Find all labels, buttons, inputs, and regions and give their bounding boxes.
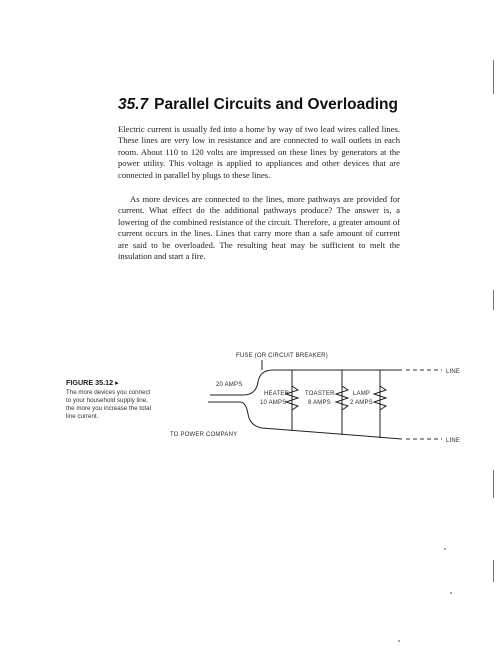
section-number: 35.7: [118, 96, 149, 113]
scan-mark: [493, 290, 494, 310]
fuse-label: FUSE (OR CIRCUIT BREAKER): [236, 353, 328, 359]
section-heading: [118, 96, 458, 114]
heater-name: HEATER: [264, 391, 290, 397]
section-title: Parallel Circuits and Overloading: [154, 96, 398, 113]
supply-current-label: 20 AMPS: [216, 382, 243, 388]
scan-dot: [398, 640, 400, 642]
toaster-current: 8 AMPS: [308, 400, 331, 406]
scan-dot: [444, 548, 446, 550]
figure-caption: [66, 378, 156, 421]
scan-mark: [493, 60, 494, 94]
toaster-name: TOASTER: [305, 391, 335, 397]
scan-dot: [450, 592, 452, 594]
bottom-line-label: LINE: [446, 438, 461, 444]
power-company-label: TO POWER COMPANY: [170, 432, 238, 438]
heater-current: 10 AMPS: [260, 400, 287, 406]
scan-mark: [493, 470, 494, 498]
figure-caption-text: The more devices you connect to your household supply line, the more you increase the total line current.: [66, 389, 151, 420]
figure-number: FIGURE 35.12 ▸: [66, 378, 119, 387]
lamp-current: 2 AMPS: [350, 400, 373, 406]
scan-mark: [493, 560, 494, 582]
paragraph-overloading: As more devices are connected to the lines, more pathways are provided for current. What effect do the additional pathways produce? The answer is, a lowering of the combined resistance of the circuit. Therefore, a greater amount of current occurs in the lines. Lines that carry more than a safe amount of current are said to be overloaded. The resulting heat may be sufficient to melt the insulation and start a fire.: [118, 194, 400, 262]
lamp-name: LAMP: [353, 391, 371, 397]
paragraph-lines: Electric current is usually fed into a home by way of two lead wires called lines. These lines are very low in resistance and are connected to wall outlets in each room. About 110 to 120 volts are impressed on these lines by generators at the power utility. This voltage is applied to appliances and other devices that are connected in parallel by plugs to these lines.: [118, 124, 400, 180]
top-line-label: LINE: [446, 369, 461, 375]
parallel-circuit-diagram: [150, 340, 480, 460]
